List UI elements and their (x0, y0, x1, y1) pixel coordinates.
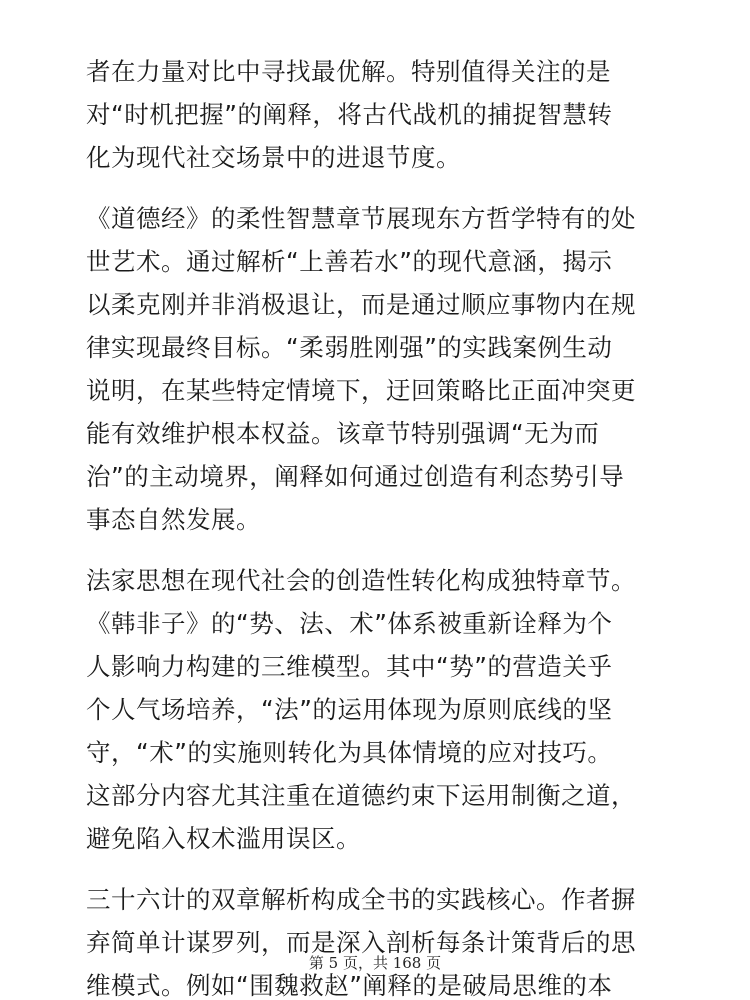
text-line: 律实现最终目标。“柔弱胜刚强”的实践案例生动 (86, 333, 613, 362)
paragraph-3 (86, 559, 664, 860)
text-line: 说明，在某些特定情境下，迂回策略比正面冲突更 (86, 376, 636, 405)
text-line: 三十六计的双章解析构成全书的实践核心。作者摒 (86, 885, 636, 914)
paragraph-4 (86, 878, 664, 1000)
text-line: 守，“术”的实施则转化为具体情境的应对技巧。 (86, 738, 613, 767)
text-line: 这部分内容尤其注重在道德约束下运用制衡之道， (86, 781, 636, 810)
text-line: 维模式。例如“围魏救赵”阐释的是破局思维的本 (86, 971, 613, 1000)
paragraph-1 (86, 50, 664, 179)
text-line: 人影响力构建的三维模型。其中“势”的营造关乎 (86, 652, 613, 681)
text-line: 弃简单计谋罗列，而是深入剖析每条计策背后的思 (86, 928, 636, 957)
text-line: 治”的主动境界，阐释如何通过创造有利态势引导 (86, 462, 625, 491)
page-number-footer: 第 5 页，共 168 页 (308, 954, 442, 972)
text-line: 事态自然发展。 (86, 505, 261, 534)
text-line: 《韩非子》的“势、法、术”体系被重新诠释为个 (86, 609, 613, 638)
text-line: 《道德经》的柔性智慧章节展现东方哲学特有的处 (86, 204, 636, 233)
text-line: 避免陷入权术滥用误区。 (86, 824, 361, 853)
text-line: 能有效维护根本权益。该章节特别强调“无为而 (86, 419, 600, 448)
paragraph-2 (86, 197, 664, 541)
text-line: 化为现代社交场景中的进退节度。 (86, 143, 461, 172)
text-line: 者在力量对比中寻找最优解。特别值得关注的是 (86, 57, 611, 86)
text-line: 以柔克刚并非消极退让，而是通过顺应事物内在规 (86, 290, 636, 319)
text-line: 对“时机把握”的阐释，将古代战机的捕捉智慧转 (86, 100, 613, 129)
text-line: 个人气场培养，“法”的运用体现为原则底线的坚 (86, 695, 613, 724)
text-line: 世艺术。通过解析“上善若水”的现代意涵，揭示 (86, 247, 613, 276)
text-line: 法家思想在现代社会的创造性转化构成独特章节。 (86, 566, 636, 595)
